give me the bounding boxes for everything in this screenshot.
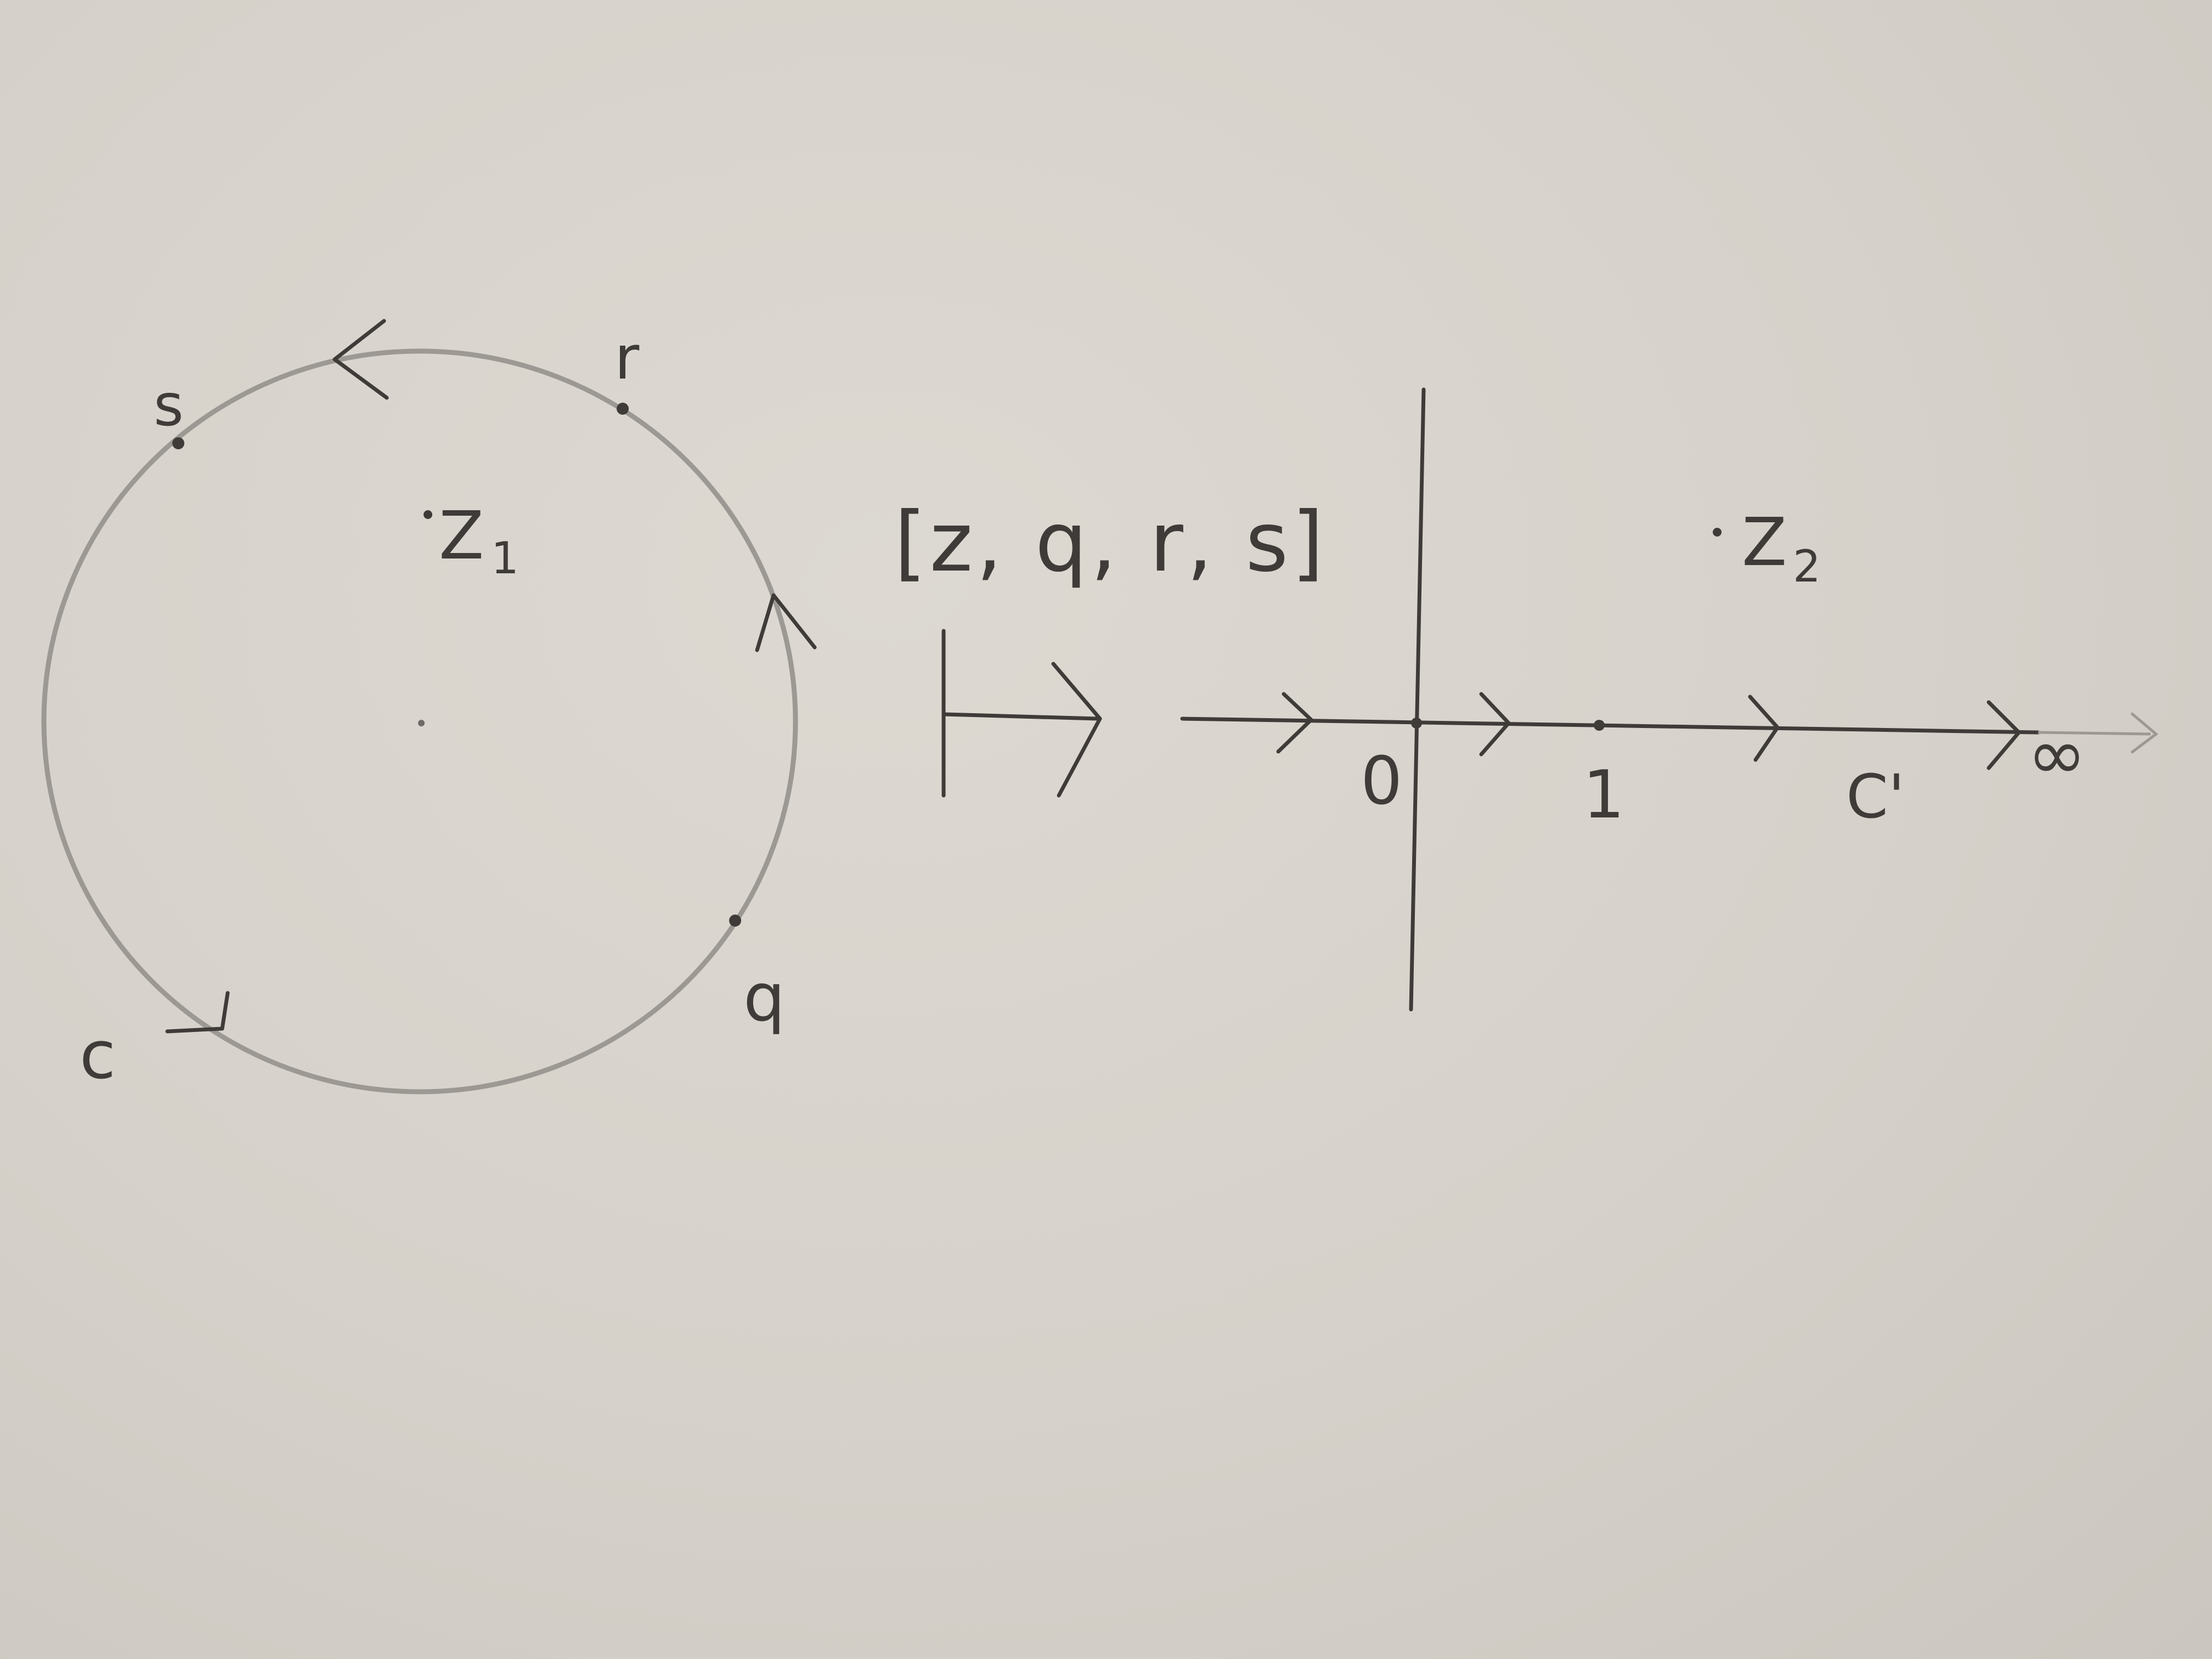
label-z2-subscript: 2 bbox=[1793, 541, 1821, 592]
label-one: 1 bbox=[1583, 757, 1625, 833]
axis-arrow-1 bbox=[1278, 694, 1311, 752]
cross-ratio-label: [z, q, r, s] bbox=[894, 495, 1327, 590]
label-r: r bbox=[614, 323, 640, 393]
imaginary-axis bbox=[1411, 390, 1424, 1009]
label-s: s bbox=[154, 372, 184, 439]
point-r-dot bbox=[617, 403, 629, 415]
point-z2-dot bbox=[1713, 528, 1722, 537]
label-z2: Z bbox=[1742, 505, 1787, 581]
label-infinity: ∞ bbox=[2027, 713, 2087, 796]
label-zero: 0 bbox=[1361, 743, 1403, 820]
point-zero-dot bbox=[1411, 718, 1422, 729]
point-q-dot bbox=[729, 915, 741, 927]
label-c: c bbox=[80, 1018, 116, 1094]
point-s-dot bbox=[172, 437, 184, 449]
maps-to-shaft bbox=[944, 714, 1097, 719]
circle-figure bbox=[44, 321, 815, 1094]
arrow-bottom-left bbox=[167, 993, 228, 1031]
label-z1: Z bbox=[439, 498, 484, 574]
point-one-dot bbox=[1594, 720, 1605, 731]
real-line-figure bbox=[1182, 390, 2156, 1009]
label-c-prime: C' bbox=[1846, 761, 1905, 832]
label-q: q bbox=[743, 960, 786, 1036]
circle-center-dot bbox=[418, 720, 425, 726]
mapping bbox=[894, 495, 1327, 795]
maps-to-head bbox=[1053, 664, 1100, 795]
axis-arrow-4 bbox=[1989, 702, 2019, 768]
label-z1-subscript: 1 bbox=[491, 533, 519, 584]
point-z1-dot bbox=[424, 510, 432, 519]
